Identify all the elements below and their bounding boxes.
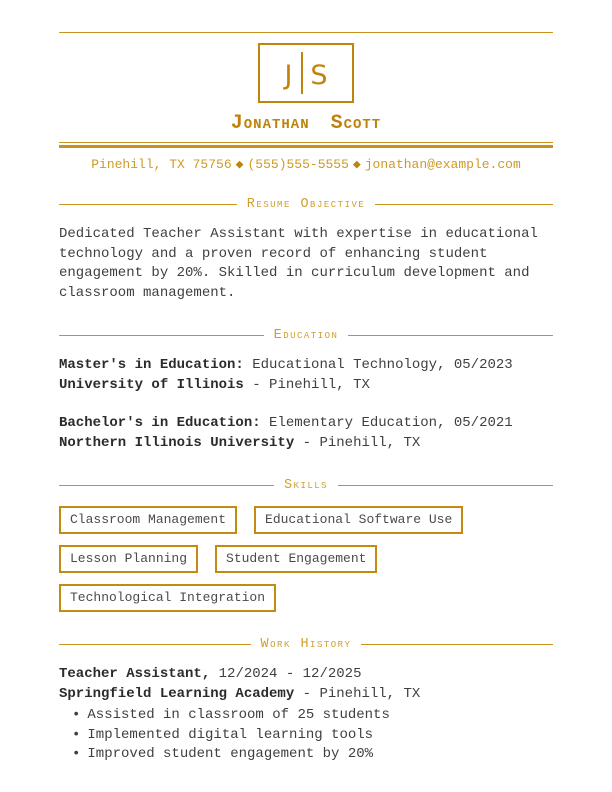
header-double-divider bbox=[59, 142, 553, 148]
section-divider-line bbox=[375, 204, 553, 205]
section-title-skills: Skills bbox=[283, 478, 329, 493]
work-company: Springfield Learning Academy bbox=[59, 685, 295, 702]
work-entry bbox=[59, 665, 553, 765]
section-title-objective: Resume Objective bbox=[246, 197, 366, 212]
education-entry bbox=[59, 414, 553, 453]
diamond-separator-icon: ◆ bbox=[352, 157, 361, 172]
section-divider-line bbox=[338, 485, 553, 486]
degree-detail: Elementary Education, 05/2021 bbox=[269, 415, 513, 431]
work-dates: 12/2024 - 12/2025 bbox=[218, 666, 362, 682]
work-bullet: • Assisted in classroom of 25 students bbox=[72, 706, 553, 726]
contact-phone: (555)555-5555 bbox=[247, 157, 349, 172]
page-title-name: Jonathan Scott bbox=[230, 112, 382, 135]
section-header-work bbox=[59, 637, 553, 652]
diamond-separator-icon: ◆ bbox=[235, 157, 244, 172]
skill-chip: Lesson Planning bbox=[59, 545, 198, 573]
section-divider-line bbox=[59, 204, 237, 205]
work-bullet: • Improved student engagement by 20% bbox=[72, 745, 553, 765]
section-divider-line bbox=[348, 335, 553, 336]
school-name: Northern Illinois University bbox=[59, 434, 295, 451]
skill-chip: Technological Integration bbox=[59, 584, 276, 612]
section-header-skills bbox=[59, 478, 553, 493]
monogram-first-initial: J bbox=[284, 59, 293, 91]
contact-location: Pinehill, TX 75756 bbox=[91, 157, 232, 172]
monogram-second-initial: S bbox=[310, 59, 328, 91]
section-divider-line bbox=[59, 485, 274, 486]
skills-chip-list bbox=[59, 506, 553, 612]
school-name: University of Illinois bbox=[59, 376, 244, 393]
degree-detail: Educational Technology, 05/2023 bbox=[252, 357, 513, 373]
top-divider bbox=[59, 32, 553, 33]
work-location: - Pinehill, TX bbox=[302, 685, 421, 702]
education-school-line bbox=[59, 376, 553, 396]
section-title-work: Work History bbox=[260, 637, 352, 652]
work-role-line bbox=[59, 665, 553, 685]
work-bullet: • Implemented digital learning tools bbox=[72, 726, 553, 746]
section-title-education: Education bbox=[273, 328, 339, 343]
monogram-box bbox=[258, 43, 354, 103]
school-location: - Pinehill, TX bbox=[302, 434, 421, 451]
section-divider-line bbox=[361, 644, 553, 645]
education-entry bbox=[59, 356, 553, 395]
education-degree-line bbox=[59, 414, 553, 434]
skill-chip: Educational Software Use bbox=[254, 506, 463, 534]
objective-paragraph: Dedicated Teacher Assistant with expertise in educational technology and a proven record of enhancing student engagement by 20%. Skilled in curriculum development and classroom management. bbox=[59, 226, 538, 301]
skill-chip: Student Engagement bbox=[215, 545, 377, 573]
section-divider-line bbox=[59, 644, 251, 645]
school-location: - Pinehill, TX bbox=[252, 376, 370, 393]
monogram-divider bbox=[301, 52, 303, 94]
work-bullet-list bbox=[59, 706, 553, 765]
education-degree-line bbox=[59, 356, 553, 376]
section-header-objective bbox=[59, 197, 553, 212]
section-divider-line bbox=[59, 335, 264, 336]
work-company-line bbox=[59, 685, 553, 705]
contact-line bbox=[59, 157, 553, 172]
contact-email: jonathan@example.com bbox=[364, 157, 521, 172]
skill-chip: Classroom Management bbox=[59, 506, 237, 534]
degree-name: Master's in Education: bbox=[59, 357, 244, 373]
work-role: Teacher Assistant, bbox=[59, 666, 211, 682]
section-header-education bbox=[59, 328, 553, 343]
degree-name: Bachelor's in Education: bbox=[59, 415, 261, 431]
education-school-line bbox=[59, 434, 553, 454]
